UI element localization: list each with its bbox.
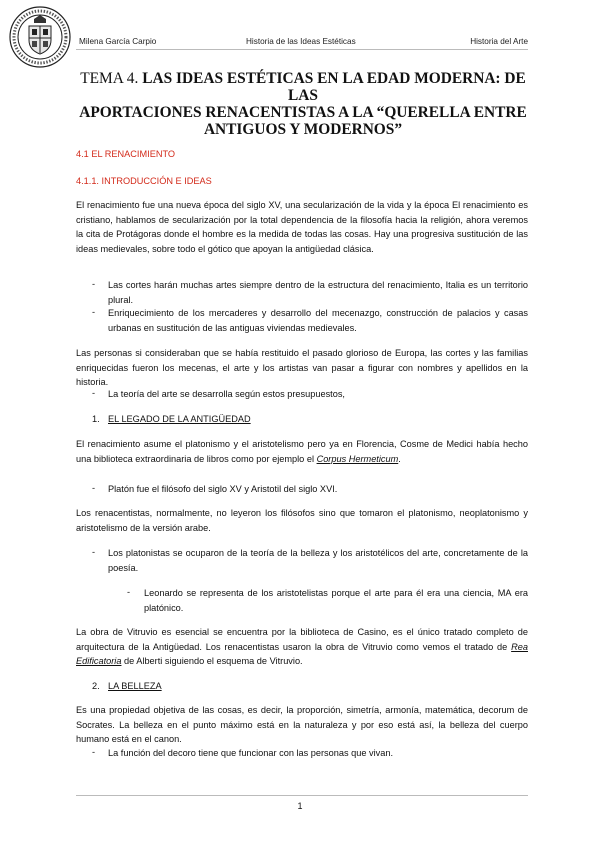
bullet-decorum: La función del decoro tiene que funcionar con las personas que vivan.	[108, 748, 394, 758]
paragraph-patrons: Las personas si consideraban que se había restituido el pasado glorioso de Europa, las cortes y las familias enriquecidas fueron los mecenas, el arte y los artistas van pasar a figurar con nombres y apellidos en la historia.	[76, 348, 528, 388]
bullet-art-theory: La teoría del arte se desarrolla según estos presupuestos,	[108, 389, 345, 399]
list-number: 2.	[92, 681, 100, 691]
numbered-heading-legacy: EL LEGADO DE LA ANTIGÜEDAD	[108, 414, 251, 424]
bullet-dash: -	[92, 307, 96, 317]
header-course: Historia de las Ideas Estéticas	[246, 37, 356, 46]
document-title	[78, 70, 528, 138]
paragraph-platonism-text: El renacimiento asume el platonismo y el aristotelismo pero ya en Florencia, Cosme de Medici había hecho una biblioteca extraordinaria de libros como por ejemplo el	[76, 439, 528, 464]
list-number: 1.	[92, 414, 100, 424]
title-lead: TEMA 4.	[80, 70, 139, 87]
numbered-heading-beauty: LA BELLEZA	[108, 681, 162, 691]
paragraph-vitruvius-end: de Alberti siguiendo el esquema de Vitruvio.	[124, 656, 303, 667]
corpus-hermeticum-reference: Corpus Hermeticum	[316, 453, 399, 464]
rea-edificatoria-reference: Rea Edificatoria	[76, 641, 528, 667]
footer-divider	[76, 795, 528, 796]
bullet-leonardo: Leonardo se representa de los aristotelistas porque el arte para él era una ciencia, MA era platónico.	[144, 588, 528, 613]
university-seal-icon	[9, 6, 71, 68]
header-divider	[76, 49, 528, 50]
bullet-platonists: Los platonistas se ocuparon de la teoría de la belleza y los aristotélicos del arte, concretamente de la poesía.	[108, 548, 528, 573]
section-heading: 4.1 EL RENACIMIENTO	[76, 149, 176, 159]
paragraph-vitruvius	[76, 625, 528, 669]
paragraph-platonism-end: .	[398, 453, 401, 464]
paragraph-beauty: Es una propiedad objetiva de las cosas, es decir, la proporción, simetría, armonía, matemática, decorum de Socrates. La belleza en el punto máximo está en la naturaleza y por eso está así, la belleza del cuerpo humano está en el canon.	[76, 705, 528, 745]
bullet-merchants: Enriquecimiento de los mercaderes y desarrollo del mecenazgo, construcción de palacios y casas urbanas en sustitución de las antiguas viviendas medievales.	[108, 308, 528, 333]
title-line-2: APORTACIONES RENACENTISTAS A LA “QUERELLA ENTRE	[79, 104, 527, 121]
bullet-dash: -	[92, 483, 96, 493]
bullet-dash: -	[92, 388, 96, 398]
bullet-plato-aristotle: Platón fue el filósofo del siglo XV y Aristotil del siglo XVI.	[108, 484, 338, 494]
title-line-1: LAS IDEAS ESTÉTICAS EN LA EDAD MODERNA: DE LAS	[142, 70, 526, 104]
paragraph-vitruvius-text: La obra de Vitruvio es esencial se encuentra por la biblioteca de Casino, es el único tratado completo de arquitectura de la Antigüedad. Los renacentistas usaron la obra de Vitruvio como vemos el tratado de	[76, 627, 528, 652]
paragraph-intro: El renacimiento fue una nueva época del siglo XV, una secularización de la vida y la época El renacimiento es cristiano, hablamos de secularización por la total dependencia de la filosofía hacia la religión, ahora veremos la cita de Protágoras donde el hombre es la medida de todas las cosas. Hay una progresiva sustitución de las ideas medievales, sobre todo el gótico que apoyan la antigüedad clásica.	[76, 200, 528, 254]
title-line-3: ANTIGUOS Y MODERNOS”	[203, 121, 403, 138]
page-number: 1	[297, 801, 303, 811]
bullet-courts: Las cortes harán muchas artes siempre dentro de la estructura del renacimiento, Italia es un territorio plural.	[108, 280, 528, 305]
paragraph-renaissance-readers: Los renacentistas, normalmente, no leyeron los filósofos sino que tomaron el platonismo, neoplatonismo y aristotelismo de la versión arabe.	[76, 508, 528, 533]
subsection-heading: 4.1.1. INTRODUCCIÓN E IDEAS	[76, 176, 212, 186]
paragraph-platonism	[76, 437, 528, 466]
bullet-dash: -	[92, 547, 96, 557]
header-author: Milena García Carpio	[79, 37, 157, 46]
bullet-dash: -	[127, 587, 131, 597]
bullet-dash: -	[92, 279, 96, 289]
header-subject: Historia del Arte	[470, 37, 528, 46]
bullet-dash: -	[92, 747, 96, 757]
